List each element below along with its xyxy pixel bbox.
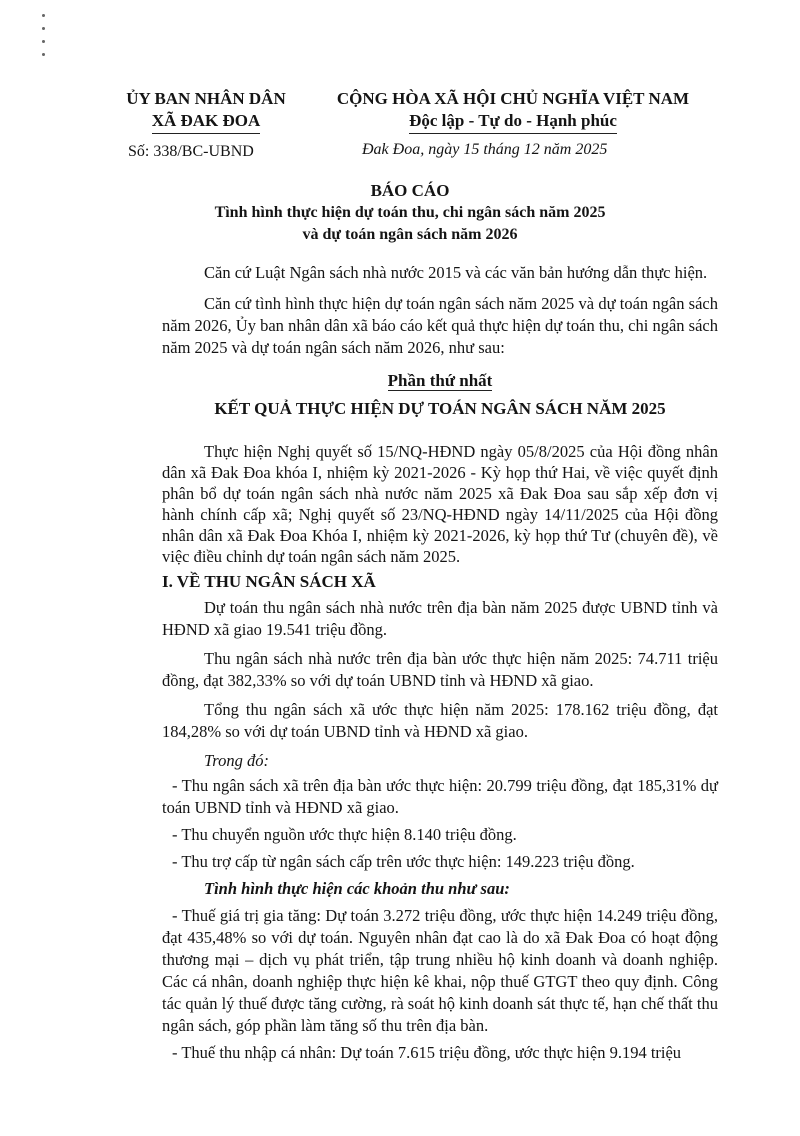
document-type: BÁO CÁO: [370, 181, 450, 200]
sub-heading: Tình hình thực hiện các khoản thu như sau:: [204, 879, 510, 898]
commune-name: XÃ ĐAK ĐOA: [152, 110, 261, 134]
report-title: [120, 180, 700, 246]
part-title: KẾT QUẢ THỰC HIỆN DỰ TOÁN NGÂN SÁCH NĂM 2025: [214, 399, 666, 418]
revenue-estimate-paragraph: Dự toán thu ngân sách nhà nước trên địa bàn năm 2025 được UBND tỉnh và HĐND xã giao 19.541 triệu đồng.: [162, 598, 718, 639]
nation-title: CỘNG HÒA XÃ HỘI CHỦ NGHĨA VIỆT NAM: [336, 89, 690, 108]
subject-line-2: và dự toán ngân sách năm 2026: [302, 226, 518, 243]
bullet-vat: - Thuế giá trị gia tăng: Dự toán 3.272 triệu đồng, ước thực hiện 14.249 triệu đồng, đạt 435,48% so với dự toán. Nguyên nhân đạt cao là do xã Đak Đoa có hoạt động thương mại – dịch vụ phát triển, tập trung nhiều hộ kinh doanh và doanh nghiệp. Các cá nhân, doanh nghiệp thực hiện kê khai, nộp thuế GTGT theo quy định. Công tác quản lý thuế được tăng cường, rà soát hộ kinh doanh sát thực tế, hạn chế thất thu ngân sách, góp phần làm tăng số thu trên địa bàn.: [162, 906, 718, 1035]
state-revenue-paragraph: Thu ngân sách nhà nước trên địa bàn ước thực hiện năm 2025: 74.711 triệu đồng, đạt 382,33% so với dự toán UBND tỉnh và HĐND xã giao.: [162, 649, 718, 690]
resolution-paragraph: Thực hiện Nghị quyết số 15/NQ-HĐND ngày 05/8/2025 của Hội đồng nhân dân xã Đak Đoa khóa I, nhiệm kỳ 2021-2026 - Kỳ họp thứ Hai, về việc quyết định phân bổ dự toán ngân sách nhà nước năm 2025 xã Đak Đoa sau sắp xếp đơn vị hành chính cấp xã; Nghị quyết số 23/NQ-HĐND ngày 14/11/2025 của Hội đồng nhân dân xã Đak Đoa Khóa I, nhiệm kỳ 2021-2026, kỳ họp thứ Tư (chuyên đề), về việc điều chỉnh dự toán ngân sách năm 2025.: [162, 442, 718, 566]
subject-line-1: Tình hình thực hiện dự toán thu, chi ngân sách năm 2025: [214, 204, 606, 221]
agency-header: [96, 88, 316, 134]
intro-paragraph: Căn cứ tình hình thực hiện dự toán ngân sách năm 2025 và dự toán ngân sách năm 2026, Ủy ban nhân dân xã báo cáo kết quả thực hiện dự toán thu, chi ngân sách năm 2025 và dự toán ngân sách năm 2026, như sau:: [162, 294, 718, 357]
motto: Độc lập - Tự do - Hạnh phúc: [409, 110, 617, 134]
national-header: [318, 88, 708, 134]
binding-marks: [42, 14, 50, 66]
report-body: [162, 262, 718, 1064]
section-heading: I. VỀ THU NGÂN SÁCH XÃ: [162, 572, 376, 591]
in-which-label: Trong đó:: [204, 751, 269, 770]
bullet-subsidy: - Thu trợ cấp từ ngân sách cấp trên ước thực hiện: 149.223 triệu đồng.: [172, 852, 635, 871]
bullet-pit: - Thuế thu nhập cá nhân: Dự toán 7.615 triệu đồng, ước thực hiện 9.194 triệu: [172, 1043, 682, 1062]
document-number: Số: 338/BC-UBND: [128, 143, 254, 160]
bullet-local-revenue: - Thu ngân sách xã trên địa bàn ước thực hiện: 20.799 triệu đồng, đạt 185,31% dự toán UBND tỉnh và HĐND xã giao.: [162, 776, 718, 817]
total-revenue-paragraph: Tổng thu ngân sách xã ước thực hiện năm 2025: 178.162 triệu đồng, đạt 184,28% so với dự toán UBND tỉnh và HĐND xã giao.: [162, 700, 718, 741]
bullet-carryover: - Thu chuyển nguồn ước thực hiện 8.140 triệu đồng.: [172, 825, 517, 844]
part-label: Phần thứ nhất: [387, 371, 493, 390]
legal-basis-paragraph: Căn cứ Luật Ngân sách nhà nước 2015 và các văn bản hướng dẫn thực hiện.: [204, 263, 708, 282]
place-date: Đak Đoa, ngày 15 tháng 12 năm 2025: [362, 141, 608, 158]
agency-name: ỦY BAN NHÂN DÂN: [126, 89, 286, 108]
